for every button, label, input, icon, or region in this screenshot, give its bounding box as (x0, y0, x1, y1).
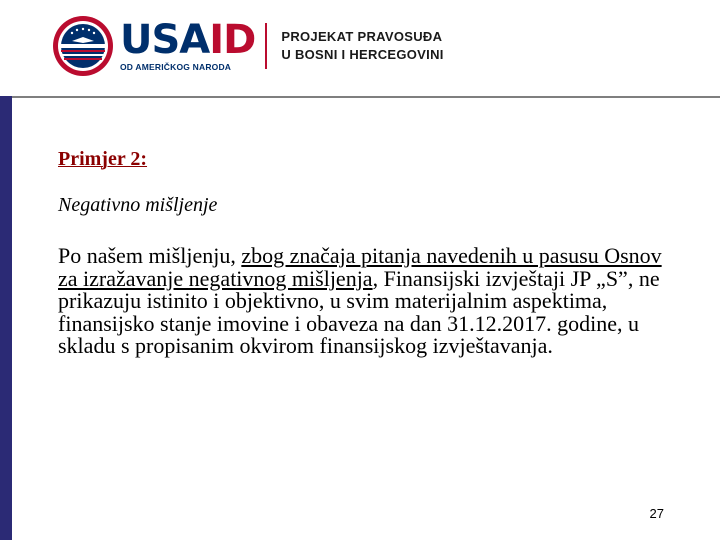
usaid-wordmark (120, 17, 256, 72)
usaid-tagline: OD AMERIČKOG NARODA (120, 62, 232, 72)
project-title-line2: U BOSNI I HERCEGOVINI (281, 47, 444, 62)
usaid-seal-icon (52, 15, 114, 77)
slide-subheading: Negativno mišljenje (58, 194, 218, 216)
left-accent-bar (0, 96, 12, 540)
page-number: 27 (649, 506, 664, 521)
opinion-underlined-text: zbog značaja pitanja navedenih u pasusu Osnov za izražavanje negativnog mišljenja (58, 243, 662, 291)
usaid-word-right: ID (209, 17, 256, 63)
opinion-paragraph (58, 245, 668, 358)
project-title (281, 28, 443, 64)
opinion-text-start: Po našem mišljenju, (58, 243, 242, 268)
slide-heading: Primjer 2: (58, 148, 148, 170)
opinion-text-end: , Finansijski izvještaji JP „S”, ne prikazuju istinito i objektivno, u svim materijalnim aspektima, finansijsko stanje imovine i obaveza na dan 31.12.2017. godine, u skladu s propisanim okvirom finansijskog izvještavanja. (58, 265, 660, 358)
usaid-word (120, 17, 256, 63)
header-divider (12, 96, 720, 98)
usaid-word-left: USA (120, 17, 210, 63)
logo-divider (265, 23, 267, 69)
project-title-line1: PROJEKAT PRAVOSUĐA (281, 29, 443, 44)
usaid-logo (52, 14, 444, 78)
